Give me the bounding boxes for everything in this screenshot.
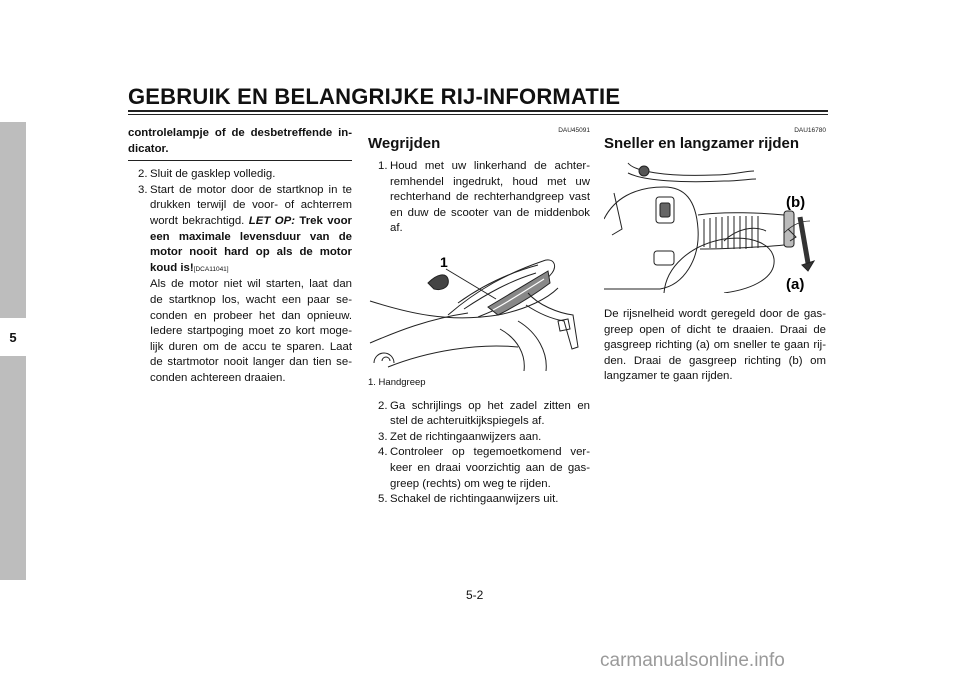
figure-grab-handle [368, 243, 590, 371]
ride-steps-list-b [368, 399, 590, 508]
notice-text: Trek voor een maximale levensduur van de motor nooit hard op als de motor koud is! [150, 214, 352, 274]
list-item: 1. Houd met uw linkerhand de achter-remhendel ingedrukt, houd met uw rechterhand de rechterhandgreep vast en duw de scooter van de middenbok af. [378, 160, 590, 235]
direction-label-b: (b) [786, 194, 806, 211]
figure-callout-1: 1 [440, 253, 448, 270]
page-header-title: GEBRUIK EN BELANGRIJKE RIJ-INFORMATIE [128, 84, 621, 109]
header-rule [128, 110, 828, 112]
warning-tail-text: controlelampje of de desbetreffende in-dicator. [128, 127, 352, 155]
chapter-tab-strip [0, 122, 26, 580]
figure-throttle-grip [604, 159, 826, 293]
notice-code: [DCA11041] [193, 265, 229, 273]
warning-end-rule [128, 160, 352, 161]
throttle-paragraph: De rijsnelheid wordt geregeld door de gas-greep open of dicht te draaien. Draai de gasgreep richting (a) om sneller te gaan rij-den. Draai de gasgreep richting (b) om langzamer te gaan rijden. [604, 308, 826, 383]
start-steps-list [128, 167, 352, 277]
column-right [604, 126, 826, 385]
throttle-grip-illustration [604, 159, 826, 293]
list-item: 2. Sluit de gasklep volledig. [138, 168, 276, 181]
section-heading-wegrijden: Wegrijden [368, 135, 441, 152]
list-item: 5. Schakel de richtingaanwijzers uit. [378, 493, 559, 506]
list-item: 3. Start de motor door de startknop in te drukken terwijl de voor- of achterrem wordt bekrachtigd. LET OP: Trek voor een maximale levensduur van de motor nooit hard op als de motor koud is![DCA11041] [138, 183, 352, 274]
ride-steps-list-a [368, 159, 590, 237]
notice-label: LET OP: [248, 214, 295, 227]
figure-caption: 1. Handgreep [368, 376, 426, 388]
scooter-rear-illustration [368, 243, 590, 371]
section-code: DAU16780 [794, 127, 826, 134]
header-rule-thin [128, 114, 828, 115]
watermark-link[interactable]: carmanualsonline.info [600, 650, 785, 671]
chapter-tab-active[interactable]: 5 [0, 318, 26, 356]
list-item: 2. Ga schrijlings op het zadel zitten en stel de achteruitkijkspiegels af. [378, 399, 590, 428]
list-item: 4. Controleer op tegemoetkomend ver-keer en draai voorzichtig aan de gas-greep (rechts) om weg te rijden. [378, 446, 590, 490]
page-number: 5-2 [466, 588, 484, 602]
section-heading-throttle: Sneller en langzamer rijden [604, 135, 800, 152]
list-item: 3. Zet de richtingaanwijzers aan. [378, 430, 542, 443]
direction-label-a: (a) [786, 276, 805, 293]
column-left [128, 126, 352, 387]
section-code: DAU45091 [558, 127, 590, 134]
start-continuation-text: Als de motor niet wil starten, laat dan de startknop los, wacht een paar se-conden en probeer het dan opnieuw. Iedere startpoging moet zo kort moge-lijk duren om de accu te sparen. Laat de startmotor nooit langer dan tien se-conden achtereen draaien. [150, 278, 352, 384]
column-middle [368, 126, 590, 508]
